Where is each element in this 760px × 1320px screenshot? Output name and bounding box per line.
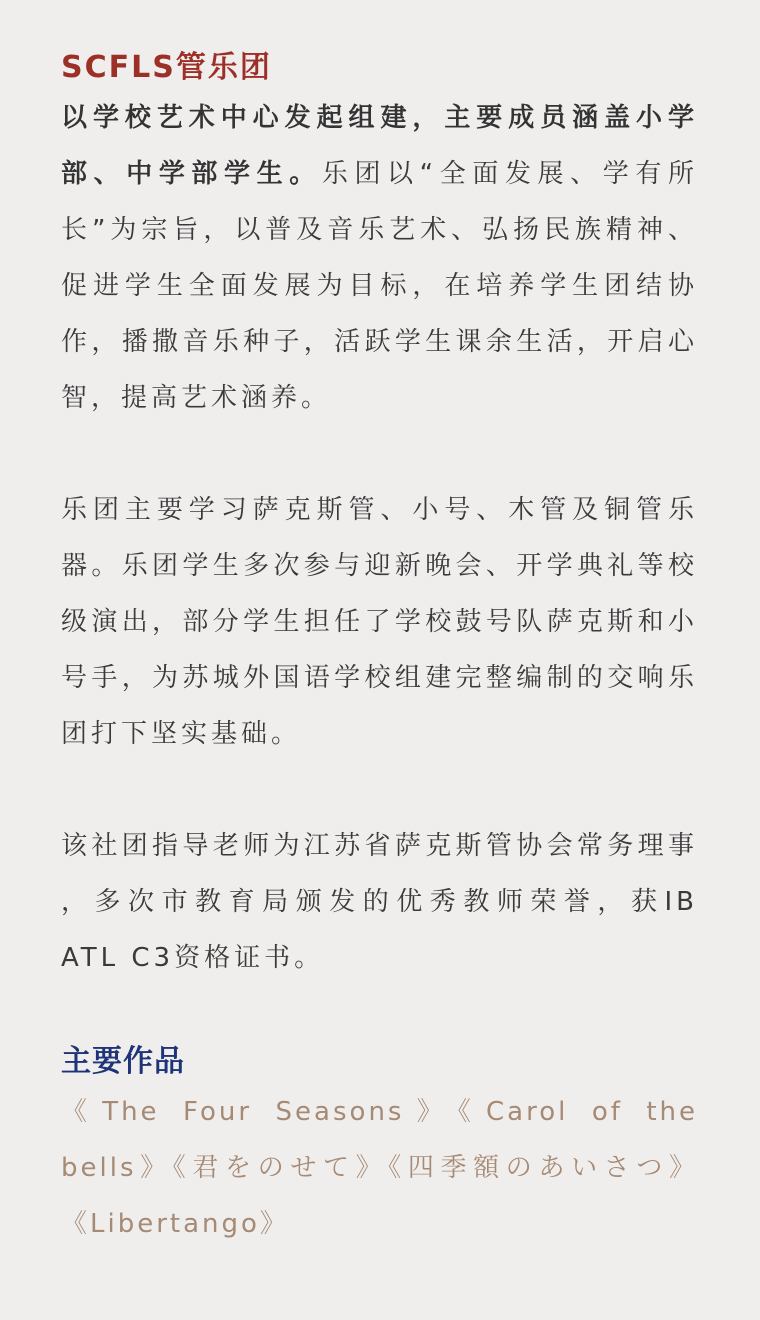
orchestra-paragraph: 乐团主要学习萨克斯管、小号、木管及铜管乐器。乐团学生多次参与迎新晚会、开学典礼等校级演出，部分学生担任了学校鼓号队萨克斯和小号手，为苏城外国语学校组建完整编制的交响乐团打下坚实基础。	[61, 495, 698, 749]
intro-text: 乐团以“全面发展、学有所长”为宗旨，以普及音乐艺术、弘扬民族精神、促进学生全面发展为目标，在培养学生团结协作，播撒音乐种子，活跃学生课余生活，开启心智，提高艺术涵养。	[61, 159, 698, 413]
intro-paragraph	[61, 90, 698, 426]
teacher-paragraph: 该社团指导老师为江苏省萨克斯管协会常务理事 ，多次市教育局颁发的优秀教师荣誉，获IB ATL C3资格证书。	[61, 831, 698, 973]
section-title: SCFLS管乐团	[61, 50, 272, 85]
works-title: 主要作品	[61, 1044, 185, 1079]
paragraph-spacer	[61, 762, 698, 818]
intro-bold-text: 以学校艺术中心发起组建，主要成员涵盖小学部、中学部学生。	[61, 103, 698, 189]
paragraph-spacer	[61, 986, 698, 1042]
works-list: 《The Four Seasons》《Carol of the bells》《君をのせて》《四季額のあいさつ》《Libertango》	[61, 1097, 698, 1239]
paragraph-spacer	[61, 426, 698, 482]
